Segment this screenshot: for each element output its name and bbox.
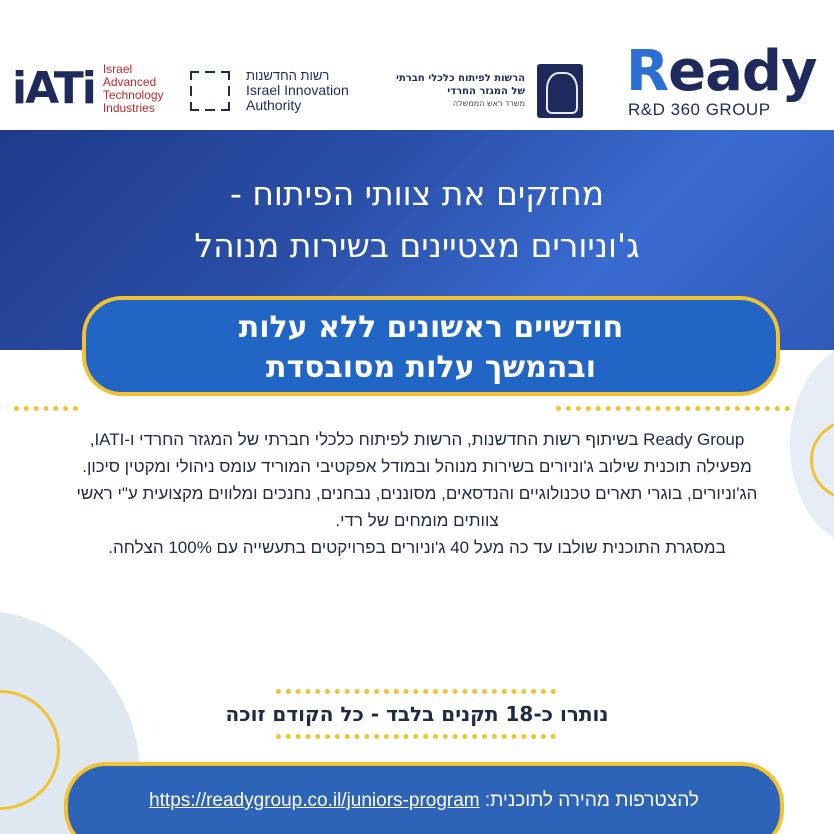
signup-label: להצטרפות מהירה לתוכנית: (484, 790, 699, 811)
signup-line (68, 790, 780, 812)
ready-logo (626, 39, 817, 120)
signup-banner (64, 762, 784, 834)
hero-title-line-1: מחזקים את צוותי הפיתוח - (229, 174, 605, 213)
dotted-divider (276, 689, 556, 694)
description-paragraph: מפעילה תוכנית שילוב ג'וניורים בשירות מנוהל ובמודל אפקטיבי המוריד עומס ניהולי ומקטין סיכון. (82, 457, 752, 476)
iati-logo-mark: iATi (12, 63, 95, 114)
innovation-english-1: Israel Innovation (246, 82, 349, 98)
government-line-2: של המגזר החרדי (447, 86, 526, 97)
ready-logo-subtitle: R&D 360 GROUP (628, 100, 771, 119)
signup-link[interactable]: https://readygroup.co.il/juniors-program (149, 790, 480, 811)
innovation-grid-icon (190, 71, 230, 111)
menorah-emblem-icon (537, 64, 583, 118)
iati-line: Advanced (102, 75, 157, 89)
description-paragraph: הג'וניורים, בוגרי תארים טכנולוגיים והנדסאים, מסוננים, נבחנים, נחנכים ומלווים מקצועית ע"י ראשי צוותים מומחים של רדי. (76, 484, 758, 530)
ready-logo-word (626, 39, 817, 104)
ready-logo-rest: eady (668, 39, 817, 104)
offer-line-1: חודשיים ראשונים ללא עלות (238, 310, 624, 345)
offer-pill (82, 296, 780, 396)
government-authority-text (396, 72, 525, 110)
innovation-hebrew: רשות החדשנות (246, 68, 330, 83)
iati-line: Israel (102, 62, 133, 76)
remaining-spots-text: נותרו כ-18 תקנים בלבד - כל הקודם זוכה (225, 702, 609, 726)
ready-logo-r: R (626, 39, 669, 104)
iati-line: Industries (102, 101, 155, 115)
government-line-1: הרשות לפיתוח כלכלי חברתי (396, 73, 526, 84)
iati-logo (12, 63, 164, 115)
logo-bar (0, 0, 834, 130)
description-paragraph: Ready Group בשיתוף רשות החדשנות, הרשות לפיתוח כלכלי חברתי של המגזר החרדי ו-IATI, (89, 430, 745, 449)
program-description (60, 426, 774, 561)
dotted-divider (276, 734, 556, 739)
description-paragraph: במסגרת התוכנית שולבו עד כה מעל 40 ג'וניורים בפרויקטים בתעשייה עם 100% הצלחה. (108, 538, 726, 557)
innovation-english-2: Authority (246, 97, 302, 113)
iati-line: Technology (102, 88, 164, 102)
iati-logo-text (103, 63, 164, 115)
dotted-divider (556, 406, 790, 411)
innovation-authority-logo (190, 68, 349, 113)
hero-title-line-2: ג'וניורים מצטיינים בשירות מנוהל (194, 226, 640, 265)
offer-line-2: ובהמשך עלות מסובסדת (265, 350, 596, 385)
government-line-3: משרד ראש הממשלה (452, 99, 526, 108)
dotted-divider (14, 406, 78, 411)
government-authority-logo (396, 64, 583, 118)
innovation-authority-text (246, 68, 349, 113)
hero-title (0, 168, 834, 272)
